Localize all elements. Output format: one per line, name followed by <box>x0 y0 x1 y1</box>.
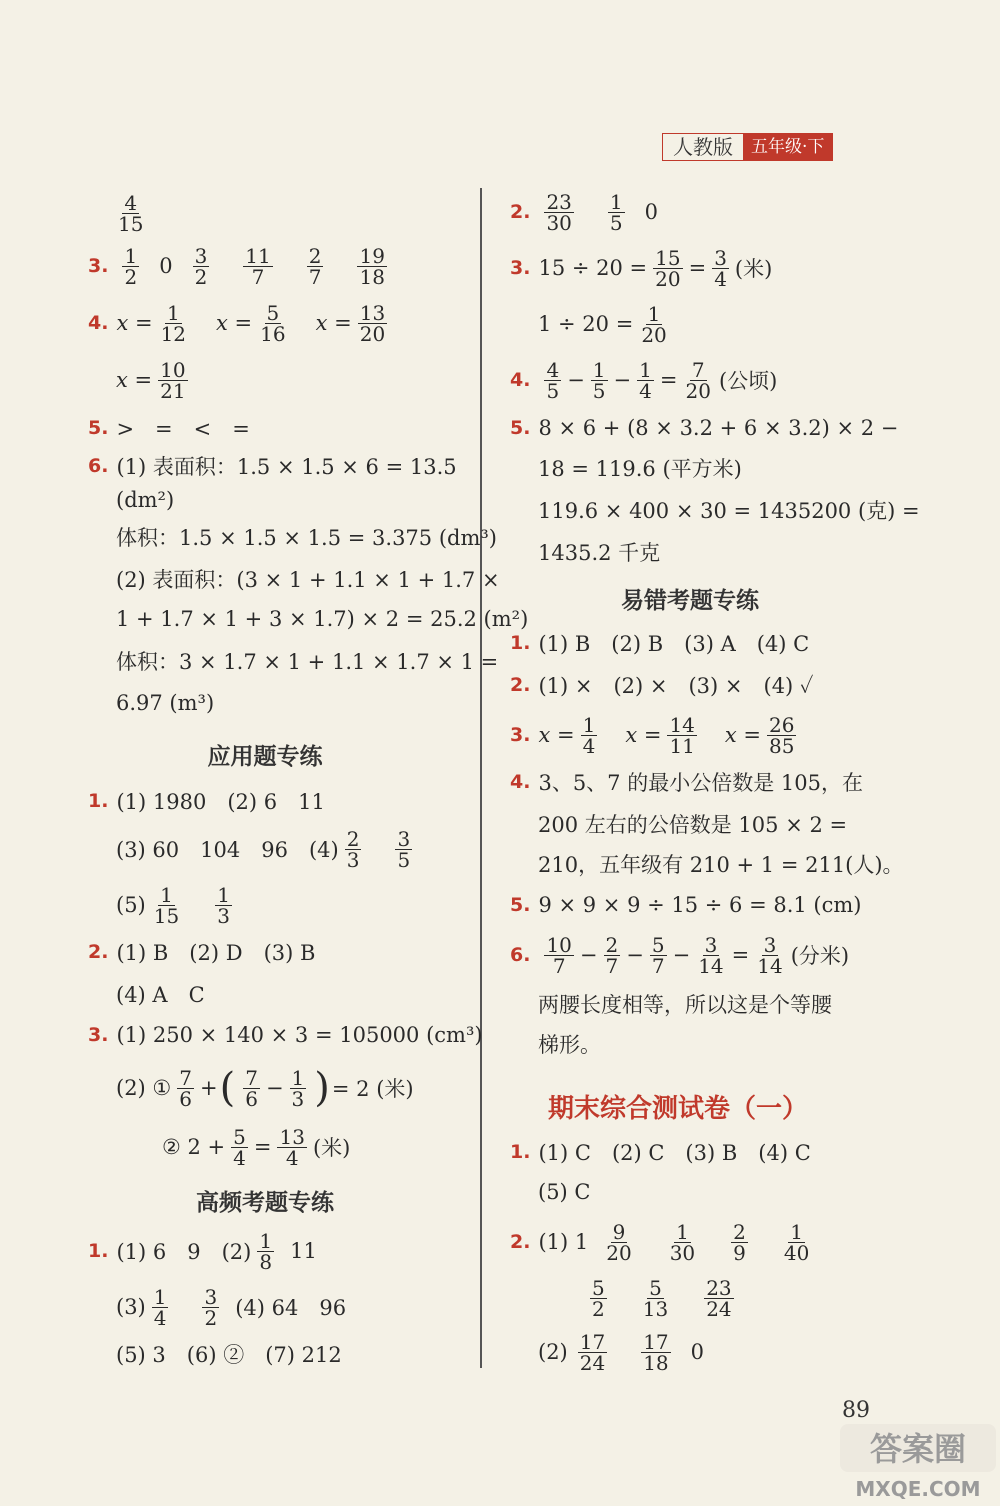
answer-s1q1: 1. (1) 1980 (2) 6 11 <box>88 790 325 814</box>
answer-line: 1 + 1.7 × 1 + 3 × 1.7) × 2 = 25.2 (m²) <box>116 607 529 631</box>
answer-e1: 1. (1) B (2) B (3) A (4) C <box>510 632 810 656</box>
answer-line: (3) $\frac{1}{4}$ $\frac{3}{2}$ (4) 64 96 <box>116 1284 347 1330</box>
svg-text:答案圈: 答案圈 <box>869 1430 967 1468</box>
answer-q5: 5. > = < = <box>88 417 250 441</box>
answer-line: 6.97 (m³) <box>116 691 215 715</box>
answer-line: $\frac{4}{15}$ <box>118 190 144 236</box>
section-title: 应用题专练 <box>207 744 323 770</box>
answer-line: (2) 表面积：(3 × 1 + 1.1 × 1 + 1.7 × <box>116 568 500 592</box>
answer-line: 210，五年级有 210 + 1 = 211(人)。 <box>538 853 904 877</box>
answer-line: (5) C <box>538 1180 591 1204</box>
grade-label: 五年级·下 <box>743 134 832 160</box>
answer-t2: 2. (1) 1 $\frac{9}{20}$ $\frac{1}{30}$ $\frac{2}{9}$ $\frac{1}{40}$ <box>510 1219 810 1265</box>
answer-line: 1435.2 千克 <box>538 541 661 565</box>
answer-line: (5) $\frac{1}{15}$ $\frac{1}{3}$ <box>116 882 230 928</box>
answer-line: 119.6 × 400 × 30 = 1435200 (克) = <box>538 499 920 523</box>
section-title: 易错考题专练 <box>621 588 759 614</box>
edition-label: 人教版 <box>663 134 743 160</box>
watermark-logo <box>838 1418 998 1502</box>
answer-line: 两腰长度相等，所以这是个等腰 <box>538 993 832 1017</box>
column-divider <box>480 188 482 1368</box>
answer-line: (3) 60 104 96 (4) $\frac{2}{3}$ $\frac{3}{5}$ <box>116 826 411 872</box>
answer-line: 体积：3 × 1.7 × 1 + 1.1 × 1.7 × 1 = <box>116 650 499 674</box>
edition-header <box>662 133 833 161</box>
answer-t1: 1. (1) C (2) C (3) B (4) C <box>510 1141 811 1165</box>
page-number: 89 <box>842 1398 870 1423</box>
answer-e5: 5. 9 × 9 × 9 ÷ 15 ÷ 6 = 8.1 (cm) <box>510 893 862 917</box>
answer-r-q4: 4. $\frac{4}{5}$ − $\frac{1}{5}$ − $\frac{1}{4}$ = $\frac{7}{20}$ (公顷) <box>510 357 778 403</box>
answer-line: 梯形。 <box>538 1033 601 1057</box>
answer-line: 200 左右的公倍数是 105 × 2 = <box>538 813 848 837</box>
answer-e2: 2. (1) × (2) × (3) × (4) ✓ <box>510 674 814 698</box>
answer-line: ② 2 + $\frac{5}{4}$ = $\frac{13}{4}$ (米) <box>162 1124 351 1170</box>
section-title: 高频考题专练 <box>196 1190 334 1216</box>
answer-e6: 6. $\frac{10}{7}$ − $\frac{2}{7}$ − $\frac{5}{7}$ − $\frac{3}{14}$ = $\frac{3}{14}$ (分米) <box>510 932 850 978</box>
answer-line: (4) A C <box>116 983 205 1007</box>
answer-line: $\frac{5}{2}$ $\frac{5}{13}$ $\frac{23}{24}$ <box>592 1275 732 1321</box>
answer-line: 1 ÷ 20 = $\frac{1}{20}$ <box>538 301 667 347</box>
answer-s1q2: 2. (1) B (2) D (3) B <box>88 941 316 965</box>
answer-r-q5: 5. 8 × 6 + (8 × 3.2 + 6 × 3.2) × 2 − <box>510 416 899 440</box>
answer-line: x = $\frac{10}{21}$ <box>116 357 186 403</box>
answer-q4: 4. x = $\frac{1}{12}$ x = $\frac{5}{16}$ x = $\frac{13}{20}$ <box>88 300 386 346</box>
svg-text:MXQE.COM: MXQE.COM <box>855 1477 981 1501</box>
answer-q3: 3. $\frac{1}{2}$ 0 $\frac{3}{2}$ $\frac{11}{7}$ $\frac{2}{7}$ $\frac{19}{18}$ <box>88 243 385 289</box>
answer-q6: 6. (1) 表面积：1.5 × 1.5 × 6 = 13.5 <box>88 455 457 479</box>
answer-line: (5) 3 (6) ② (7) 212 <box>116 1343 342 1367</box>
answer-line: 18 = 119.6 (平方米) <box>538 457 742 481</box>
answer-r-q3: 3. 15 ÷ 20 = $\frac{15}{20}$ = $\frac{3}{4}$ (米) <box>510 245 773 291</box>
answer-r-q2: 2. $\frac{23}{30}$ $\frac{1}{5}$ 0 <box>510 189 659 235</box>
answer-line: 体积：1.5 × 1.5 × 1.5 = 3.375 (dm³) <box>116 526 497 550</box>
answer-e3: 3. x = $\frac{1}{4}$ x = $\frac{14}{11}$ x = $\frac{26}{85}$ <box>510 712 795 758</box>
exam-title: 期末综合测试卷（一） <box>548 1094 809 1124</box>
answer-line: (2) $\frac{17}{24}$ $\frac{17}{18}$ 0 <box>538 1329 705 1375</box>
answer-s1q3: 3. (1) 250 × 140 × 3 = 105000 (cm³) <box>88 1023 483 1047</box>
answer-e4: 4. 3、5、7 的最小公倍数是 105，在 <box>510 771 863 795</box>
answer-s2q1: 1. (1) 6 9 (2) $\frac{1}{8}$ 11 <box>88 1228 317 1274</box>
answer-line: (dm²) <box>116 488 175 512</box>
answer-line: (2) ① $\frac{7}{6}$ + ( $\frac{7}{6}$ − $\frac{1}{3}$ ) = 2 (米) <box>116 1065 414 1111</box>
